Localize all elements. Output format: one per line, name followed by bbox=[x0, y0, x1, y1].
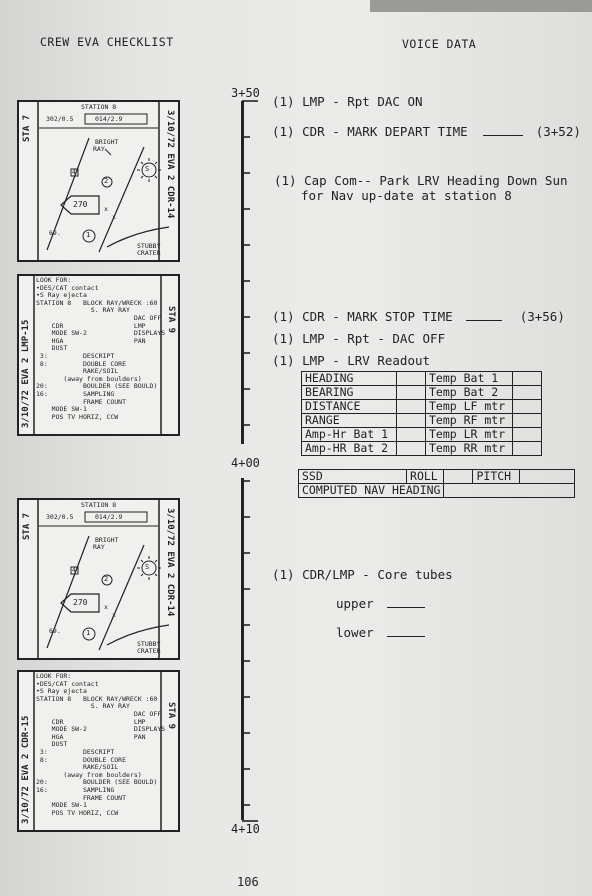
lrv-left-value bbox=[397, 442, 426, 456]
time-label-400: 4+00 bbox=[231, 456, 260, 470]
computed-nav-heading-label: COMPUTED NAV HEADING bbox=[299, 484, 444, 498]
task-card-line: HGA PAN bbox=[36, 732, 146, 741]
map-card-1-side-left: STA 7 bbox=[22, 114, 32, 142]
lrv-left-value bbox=[397, 372, 426, 386]
lrv-left-value bbox=[397, 400, 426, 414]
lrv-left-label: Amp-Hr Bat 1 bbox=[302, 428, 397, 442]
task-card-1-side-right: STA 9 bbox=[166, 306, 176, 334]
map-card-1-side-right: 3/10/72 EVA 2 CDR-14 bbox=[165, 110, 175, 219]
lrv-right-label: Temp LF mtr bbox=[426, 400, 513, 414]
task-card-line: CDR LMP bbox=[36, 321, 146, 330]
map-card-1-drawing bbox=[19, 102, 178, 260]
core-tube-lower-label: lower bbox=[336, 625, 374, 640]
task-card-line: DUST bbox=[36, 344, 68, 353]
task-card-line: CDR LMP bbox=[36, 717, 146, 726]
task-card-line: 3: DESCRIPT bbox=[36, 747, 115, 756]
lrv-right-label: Temp LR mtr bbox=[426, 428, 513, 442]
lrv-row bbox=[302, 414, 542, 428]
task-card-line: 20: BOULDER (SEE BOULD) bbox=[36, 778, 158, 787]
voice-capcom-park: (1) Cap Com-- Park LRV Heading Down Sun bbox=[274, 173, 568, 188]
map-card-2-coord2: 014/2.9 bbox=[95, 513, 123, 521]
map-card-1-bright: BRIGHT bbox=[95, 138, 119, 146]
task-card-line: DAC OFF bbox=[36, 709, 162, 718]
task-card-1 bbox=[17, 274, 180, 436]
task-card-line: 3: DESCRIPT bbox=[36, 351, 115, 360]
task-card-line: LOOK FOR: bbox=[36, 276, 72, 284]
lrv-left-label: Amp-HR Bat 2 bbox=[302, 442, 397, 456]
task-card-2-side-right: STA 9 bbox=[166, 702, 176, 730]
map-card-2-ray: RAY bbox=[93, 543, 105, 551]
lrv-left-label: BEARING bbox=[302, 386, 397, 400]
task-card-line: MODE SW-1 bbox=[36, 405, 87, 414]
task-card-line: STATION 8 BLOCK RAY/WRECK :60 bbox=[36, 694, 158, 703]
task-card-2-lines bbox=[36, 673, 165, 817]
lrv-left-value bbox=[397, 386, 426, 400]
lrv-left-label: DISTANCE bbox=[302, 400, 397, 414]
task-card-line: MODE SW-2 DISPLAYS bbox=[36, 329, 166, 338]
lrv-right-label: Temp Bat 2 bbox=[426, 386, 513, 400]
lrv-row bbox=[302, 372, 542, 386]
map-card-1-coord2: 014/2.9 bbox=[95, 115, 123, 123]
task-card-line: FRAME COUNT bbox=[36, 397, 127, 406]
lrv-left-label: HEADING bbox=[302, 372, 397, 386]
map-card-1: STA 7 3/10/72 EVA 2 CDR-14 STATION 8 302/0.5 014/2.9 BRIGHT RAY S 2 1 4 270 x x 69. STUBBY CRATER bbox=[17, 100, 180, 262]
pitch-label: PITCH bbox=[473, 470, 520, 484]
task-card-line: S. RAY RAY bbox=[36, 306, 130, 315]
voice-cdr-mark-depart bbox=[272, 124, 581, 139]
task-card-line: DUST bbox=[36, 740, 68, 749]
task-card-line: POS TV HORIZ, CCW bbox=[36, 412, 119, 421]
task-card-line: DAC OFF bbox=[36, 313, 162, 322]
map-card-2-side-right: 3/10/72 EVA 2 CDR-14 bbox=[165, 508, 175, 617]
task-card-line: LOOK FOR: bbox=[36, 672, 72, 680]
page-number: 106 bbox=[237, 875, 259, 889]
task-card-line: 8: DOUBLE CORE bbox=[36, 359, 127, 368]
lrv-row bbox=[302, 386, 542, 400]
lrv-right-value bbox=[513, 414, 542, 428]
task-card-line: S. RAY RAY bbox=[36, 702, 130, 711]
timeline-ticks bbox=[240, 100, 260, 825]
map-card-2-side-left: STA 7 bbox=[22, 512, 32, 540]
task-card-line: RAKE/SOIL bbox=[36, 367, 119, 376]
map-card-1-station: STATION 8 bbox=[81, 103, 117, 111]
map-card-2-heading: 270 bbox=[73, 598, 88, 607]
voice-lmp-lrv-readout: (1) LMP - LRV Readout bbox=[272, 353, 431, 368]
voice-depart-time: (3+52) bbox=[535, 124, 581, 139]
task-card-1-side-left: 3/10/72 EVA 2 LMP-15 bbox=[21, 319, 31, 428]
map-card-1-coord1: 302/0.5 bbox=[46, 115, 74, 123]
lrv-right-label: Temp RR mtr bbox=[426, 442, 513, 456]
lrv-right-label: Temp RF mtr bbox=[426, 414, 513, 428]
task-card-line: •S Ray ejecta bbox=[36, 291, 87, 300]
lrv-right-label: Temp Bat 1 bbox=[426, 372, 513, 386]
lrv-right-value bbox=[513, 428, 542, 442]
task-card-line: MODE SW-2 DISPLAYS bbox=[36, 725, 166, 734]
voice-cdr-mark-stop bbox=[272, 309, 565, 324]
map-card-2: STA 7 3/10/72 EVA 2 CDR-14 STATION 8 302/0.5 014/2.9 BRIGHT RAY S 2 1 4 270 x x 69. STUBBY CRATER bbox=[17, 498, 180, 660]
header-left: CREW EVA CHECKLIST bbox=[40, 35, 174, 49]
map-card-2-stubby: STUBBY bbox=[137, 640, 161, 648]
map-card-2-crater: CRATER bbox=[137, 647, 161, 655]
core-tube-upper-label: upper bbox=[336, 596, 374, 611]
map-card-2-bright: BRIGHT bbox=[95, 536, 119, 544]
task-card-line: STATION 8 BLOCK RAY/WRECK :60 bbox=[36, 298, 158, 307]
task-card-2-side-left: 3/10/72 EVA 2 CDR-15 bbox=[21, 715, 31, 824]
task-card-line: 20: BOULDER (SEE BOULD) bbox=[36, 382, 158, 391]
lrv-right-value bbox=[513, 372, 542, 386]
lrv-attitude-table bbox=[298, 469, 575, 498]
task-card-line: 16: SAMPLING bbox=[36, 785, 115, 794]
task-card-line: •DES/CAT contact bbox=[36, 283, 99, 292]
task-card-line: •DES/CAT contact bbox=[36, 679, 99, 688]
lrv-row bbox=[302, 442, 542, 456]
lrv-left-value bbox=[397, 428, 426, 442]
voice-lmp-dac-on: (1) LMP - Rpt DAC ON bbox=[272, 94, 423, 109]
map-card-2-station: STATION 8 bbox=[81, 501, 117, 509]
task-card-line: FRAME COUNT bbox=[36, 793, 127, 802]
task-card-line: HGA PAN bbox=[36, 336, 146, 345]
task-card-line: POS TV HORIZ, CCW bbox=[36, 808, 119, 817]
core-tube-lower bbox=[336, 625, 425, 640]
task-card-2 bbox=[17, 670, 180, 832]
task-card-line: MODE SW-1 bbox=[36, 801, 87, 810]
scan-edge-strip bbox=[370, 0, 592, 12]
time-label-410: 4+10 bbox=[231, 822, 260, 836]
map-card-1-stubby: STUBBY bbox=[137, 242, 161, 250]
voice-cdr-mark-depart-label: (1) CDR - MARK DEPART TIME bbox=[272, 124, 468, 139]
map-card-1-heading: 270 bbox=[73, 200, 88, 209]
time-label-350: 3+50 bbox=[231, 86, 260, 100]
task-card-line: (away from boulders) bbox=[36, 770, 142, 779]
lrv-row bbox=[302, 400, 542, 414]
voice-capcom-park-2: for Nav up-date at station 8 bbox=[301, 188, 512, 203]
map-card-1-crater: CRATER bbox=[137, 249, 161, 257]
ssd-label: SSD bbox=[299, 470, 347, 484]
task-card-line: •S Ray ejecta bbox=[36, 687, 87, 696]
header-right: VOICE DATA bbox=[402, 37, 477, 51]
lrv-right-value bbox=[513, 400, 542, 414]
voice-lmp-dac-off: (1) LMP - Rpt - DAC OFF bbox=[272, 331, 446, 346]
map-card-2-drawing bbox=[19, 500, 178, 658]
task-card-1-lines bbox=[36, 277, 165, 421]
roll-label: ROLL bbox=[407, 470, 444, 484]
voice-stop-time: (3+56) bbox=[519, 309, 565, 324]
lrv-right-value bbox=[513, 442, 542, 456]
voice-cdr-mark-stop-label: (1) CDR - MARK STOP TIME bbox=[272, 309, 453, 324]
lrv-left-label: RANGE bbox=[302, 414, 397, 428]
lrv-left-value bbox=[397, 414, 426, 428]
map-card-2-coord1: 302/0.5 bbox=[46, 513, 74, 521]
lrv-row bbox=[302, 428, 542, 442]
lrv-right-value bbox=[513, 386, 542, 400]
task-card-line: RAKE/SOIL bbox=[36, 763, 119, 772]
voice-core-tubes: (1) CDR/LMP - Core tubes bbox=[272, 567, 453, 582]
core-tube-upper bbox=[336, 596, 425, 611]
task-card-line: (away from boulders) bbox=[36, 374, 142, 383]
map-card-1-ray: RAY bbox=[93, 145, 105, 153]
lrv-readout-table bbox=[301, 371, 542, 456]
task-card-line: 16: SAMPLING bbox=[36, 389, 115, 398]
task-card-line: 8: DOUBLE CORE bbox=[36, 755, 127, 764]
